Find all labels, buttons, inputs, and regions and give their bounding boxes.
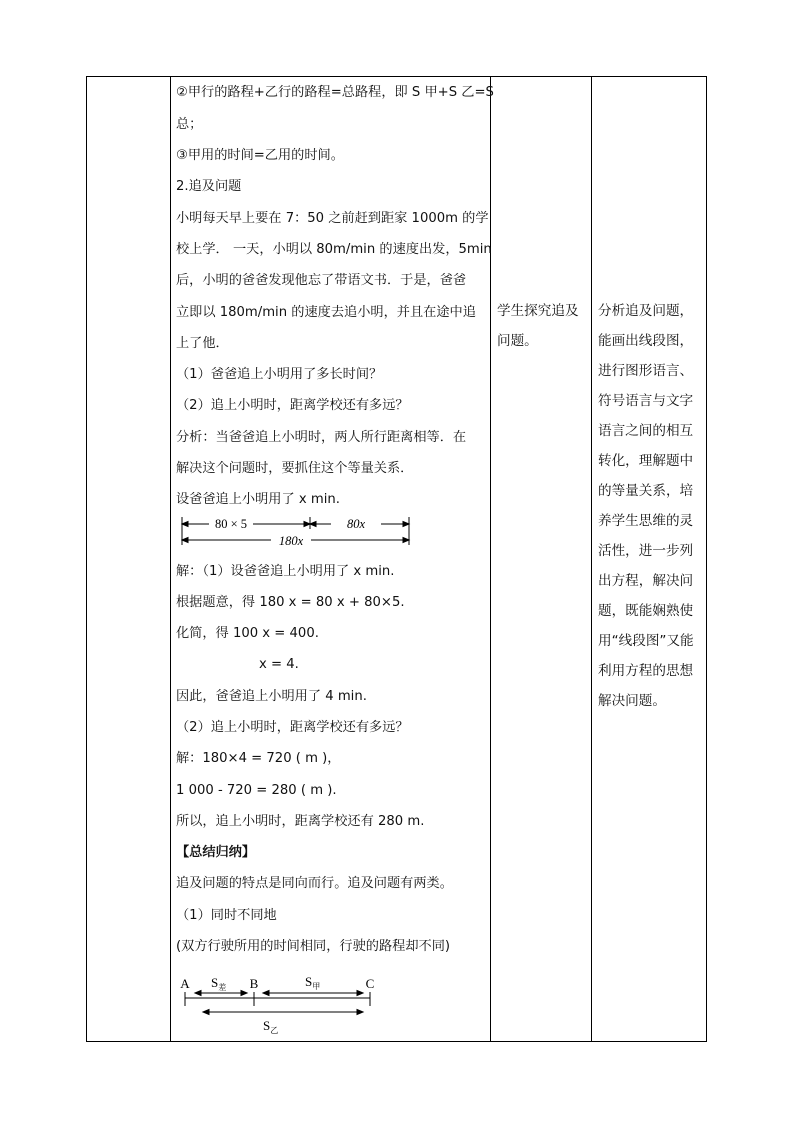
content-line: 校上学． 一天，小明以 80m/min 的速度出发，5min [176, 242, 492, 257]
intent-line: 用“线段图”又能 [598, 633, 694, 649]
content-line: 根据题意，得 180 x = 80 x + 80×5. [176, 595, 405, 610]
intent-line: 养学生思维的灵 [598, 513, 694, 529]
content-line: 设爸爸追上小明用了 x min. [176, 492, 340, 507]
student-activity-column [492, 77, 590, 1041]
line-segment-diagram [181, 515, 421, 551]
activity-line: 问题。 [497, 333, 538, 349]
content-line: 总； [176, 117, 203, 132]
column-divider [591, 77, 592, 1041]
intent-line: 的等量关系，培 [598, 483, 694, 499]
content-line: 所以，追上小明时，距离学校还有 280 m. [176, 814, 425, 829]
content-line: （1）爸爸追上小明用了多长时间？ [176, 367, 383, 382]
point-label: A [180, 976, 190, 991]
lesson-table [86, 76, 707, 1042]
intent-line: 解决问题。 [598, 693, 666, 709]
content-line: x = 4. [259, 657, 299, 672]
content-line: 立即以 180m/min 的速度去追小明，并且在途中追 [176, 305, 476, 320]
content-line: （2）追上小明时，距离学校还有多远？ [176, 398, 409, 413]
content-line: 因此，爸爸追上小明用了 4 min. [176, 689, 367, 704]
intent-line: 进行图形语言、 [598, 363, 694, 379]
intent-line: 语言之间的相互 [598, 423, 694, 439]
segment-label: $S_差$ [211, 975, 227, 992]
column-divider [490, 77, 491, 1041]
intent-line: 利用方程的思想 [598, 663, 694, 679]
point-label: C [365, 976, 375, 991]
catch-up-diagram [177, 972, 387, 1034]
segment-label: 80 × 5 [214, 517, 248, 531]
content-line: 解决这个问题时，要抓住这个等量关系． [176, 461, 414, 476]
activity-line: 学生探究追及 [497, 303, 579, 319]
intent-line: 题，既能娴熟使 [598, 603, 694, 619]
segment-label: 180x [278, 534, 304, 548]
content-line: 小明每天早上要在 7：50 之前赶到距家 1000m 的学 [176, 211, 489, 226]
content-line: 解：180×4 = 720 ( m )， [176, 751, 341, 766]
intent-line: 符号语言与文字 [598, 393, 694, 409]
content-line: 1 000 - 720 = 280 ( m ). [176, 783, 337, 798]
content-line: 追及问题的特点是同向而行。追及问题有两类。 [176, 876, 453, 891]
intent-line: 活性，进一步列 [598, 543, 694, 559]
content-line: ③甲用的时间=乙用的时间。 [176, 148, 344, 163]
content-line: 解：（1）设爸爸追上小明用了 x min. [176, 564, 395, 579]
content-line: （1）同时不同地 [176, 908, 277, 923]
content-line: 后，小明的爸爸发现他忘了带语文书．于是，爸爸 [176, 273, 467, 288]
content-line: (双方行驶所用的时间相同，行驶的路程却不同) [176, 939, 451, 954]
intent-line: 转化，理解题中 [598, 453, 694, 469]
design-intent-column [593, 77, 706, 1041]
content-line: 2.追及问题 [176, 179, 242, 194]
content-line: ②甲行的路程+乙行的路程=总路程，即 S 甲+S 乙=S [176, 85, 494, 100]
segment-label: 80x [346, 517, 366, 531]
content-line: 分析：当爸爸追上小明时，两人所行距离相等．在 [176, 430, 467, 445]
segment-label: $S_乙$ [263, 1018, 279, 1034]
content-column [171, 77, 494, 1041]
section-heading: 【总结归纳】 [176, 845, 256, 860]
segment-label: $S_甲$ [305, 974, 321, 991]
point-label: B [249, 976, 259, 991]
content-line: 化简，得 100 x = 400. [176, 626, 319, 641]
content-line: 上了他． [176, 336, 229, 351]
intent-line: 出方程，解决问 [598, 573, 694, 589]
content-line: （2）追上小明时，距离学校还有多远？ [176, 720, 409, 735]
intent-line: 能画出线段图， [598, 333, 694, 349]
intent-line: 分析追及问题， [598, 303, 694, 319]
